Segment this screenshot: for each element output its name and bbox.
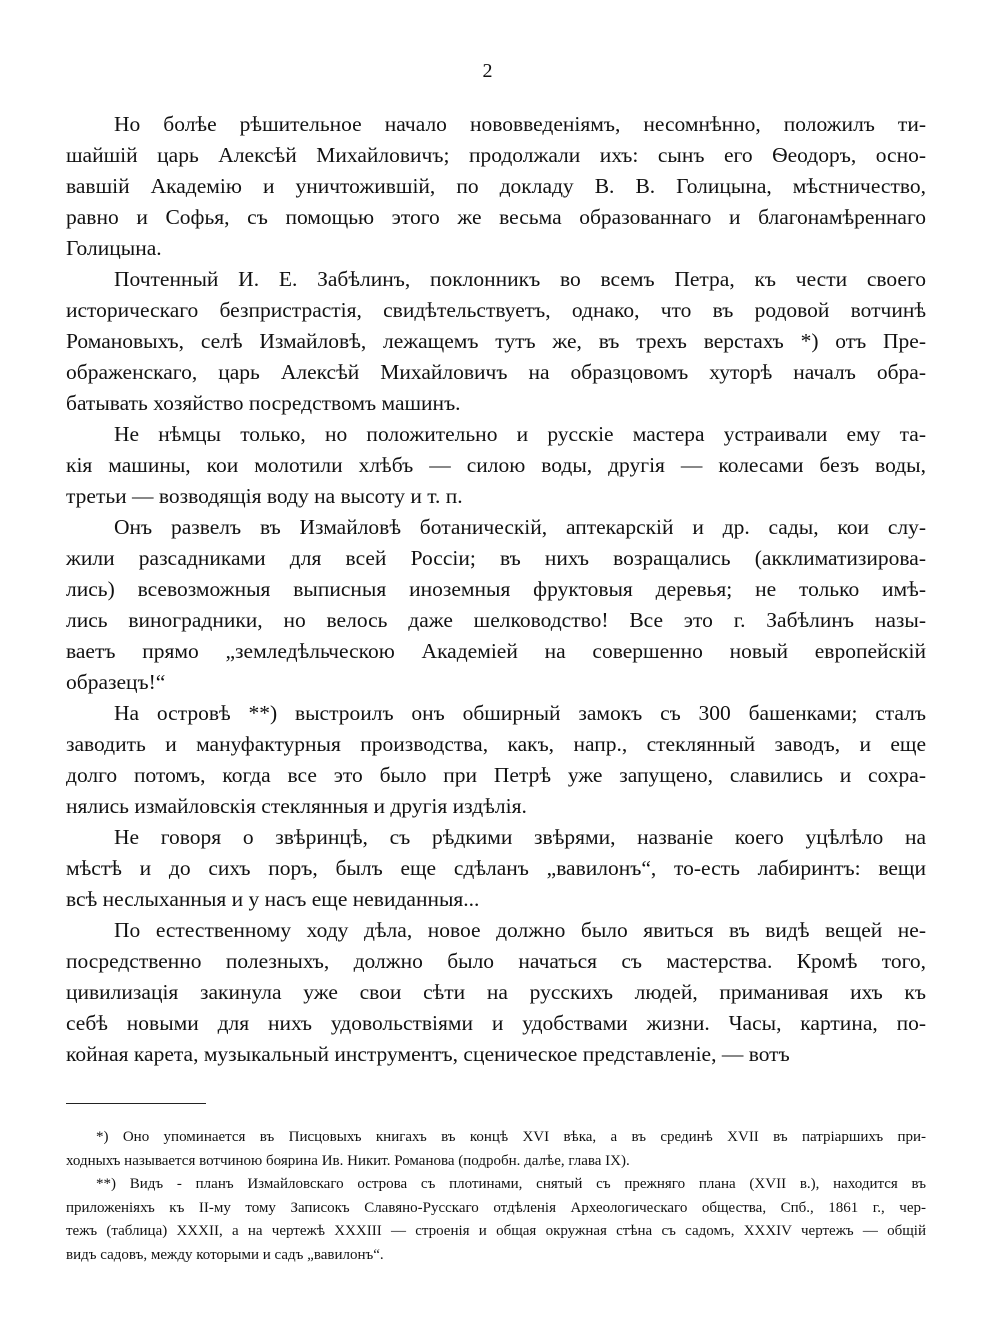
paragraph	[66, 822, 926, 915]
footnote-line: **) Видъ - планъ Измайловскаго острова съ плотинами, снятый съ прежняго плана (XVII в.), находится въ	[96, 1176, 926, 1192]
page-number: 2	[482, 60, 493, 82]
text-line: По естественному ходу дѣла, новое должно было явиться въ видѣ вещей не-	[114, 918, 926, 942]
text-line: Голицына.	[66, 236, 162, 260]
text-line: Но болѣе рѣшительное начало нововведеніямъ, несомнѣнно, положилъ ти-	[114, 112, 926, 136]
text-line: образецъ!“	[66, 670, 166, 694]
text-line: шайшій царь Алексѣй Михайловичъ; продолжали ихъ: сынъ его Ѳеодоръ, осно-	[66, 143, 926, 167]
footnote-line: видъ садовъ, между которыми и садъ „вавилонъ“.	[66, 1246, 384, 1263]
text-line: историческаго безпристрастія, свидѣтельствуетъ, однако, что въ родовой вотчинѣ	[66, 298, 926, 322]
text-line: Романовыхъ, селѣ Измайловѣ, лежащемъ тутъ же, въ трехъ верстахъ *) отъ Пре-	[66, 329, 926, 353]
text-line: ваетъ прямо „земледѣльческою Академіей на совершенно новый европейскій	[66, 639, 926, 663]
text-line: жили разсадниками для всей Россіи; въ нихъ возращались (акклиматизирова-	[66, 546, 926, 570]
footnote-line: тежъ (таблица) XXXII, а на чертежѣ XXXIII — строенія и общая окружная стѣна съ садомъ, XXXIV чертежъ — общій	[66, 1223, 926, 1239]
text-line: лись) всевозможныя выписныя иноземныя фруктовыя деревья; не только имѣ-	[66, 577, 926, 601]
text-line: батывать хозяйство посредствомъ машинъ.	[66, 391, 461, 415]
text-line: посредственно полезныхъ, должно было начаться съ мастерства. Кромѣ того,	[66, 949, 926, 973]
text-line: Почтенный И. Е. Забѣлинъ, поклонникъ во всемъ Петра, къ чести своего	[114, 267, 926, 291]
text-line: вавшій Академію и уничтожившій, по докладу В. В. Голицына, мѣстничество,	[66, 174, 926, 198]
footnote-line: ходныхъ называется вотчиною боярина Ив. Никит. Романова (подробн. далѣе, глава IX).	[66, 1152, 630, 1169]
footnotes	[66, 1126, 926, 1267]
text-line: На островѣ **) выстроилъ онъ обширный замокъ съ 300 башенками; сталъ	[114, 701, 926, 725]
text-line: всѣ неслыханныя и у насъ еще невиданныя...	[66, 887, 480, 911]
text-line: койная карета, музыкальный инструментъ, сценическое представленіе, — вотъ	[66, 1042, 790, 1066]
footnote-line: приложеніяхъ къ II-му тому Записокъ Славяно-Русскаго отдѣленія Археологическаго общества, Спб., 1861 г., чер-	[66, 1199, 926, 1216]
paragraph	[66, 109, 926, 264]
text-line: Онъ развелъ въ Измайловѣ ботаническій, аптекарскій и др. сады, кои слу-	[114, 515, 926, 539]
text-line: цивилизація закинула уже свои сѣти на русскихъ людей, приманивая ихъ къ	[66, 980, 926, 1004]
text-line: себѣ новыми для нихъ удовольствіями и удобствами жизни. Часы, картина, по-	[66, 1011, 926, 1035]
text-line: ображенскаго, царь Алексѣй Михайловичъ на образцовомъ хуторѣ началъ обра-	[66, 360, 926, 384]
text-line: Не нѣмцы только, но положительно и русскіе мастера устраивали ему та-	[114, 422, 926, 446]
paragraph	[66, 512, 926, 698]
body-text	[66, 109, 926, 1070]
text-line: кія машины, кои молотили хлѣбъ — силою воды, другія — колесами безъ воды,	[66, 453, 926, 477]
footnote	[66, 1173, 926, 1267]
text-line: равно и Софья, съ помощью этого же весьма образованнаго и благонамѣреннаго	[66, 205, 926, 229]
text-line: нялись измайловскія стеклянныя и другія издѣлія.	[66, 794, 527, 818]
footnote	[66, 1126, 926, 1173]
paragraph	[66, 698, 926, 822]
text-line: заводить и мануфактурныя производства, какъ, напр., стеклянный заводъ, и еще	[66, 732, 926, 756]
paragraph	[66, 264, 926, 419]
text-line: долго потомъ, когда все это было при Петрѣ уже запущено, славились и сохра-	[66, 763, 926, 787]
text-line: лись виноградники, но велось даже шелководство! Все это г. Забѣлинъ назы-	[66, 608, 926, 632]
paragraph	[66, 915, 926, 1070]
text-line: Не говоря о звѣринцѣ, съ рѣдкими звѣрями, названіе коего уцѣлѣло на	[114, 825, 926, 849]
text-line: третьи — возводящія воду на высоту и т. п.	[66, 484, 463, 508]
text-line: мѣстѣ и до сихъ поръ, былъ еще сдѣланъ „вавилонъ“, то-есть лабиринтъ: вещи	[66, 856, 926, 880]
paragraph	[66, 419, 926, 512]
footnote-line: *) Оно упоминается въ Писцовыхъ книгахъ въ концѣ XVI вѣка, а въ срединѣ XVII въ патріаршихъ при-	[96, 1129, 926, 1145]
footnote-divider	[66, 1103, 206, 1104]
